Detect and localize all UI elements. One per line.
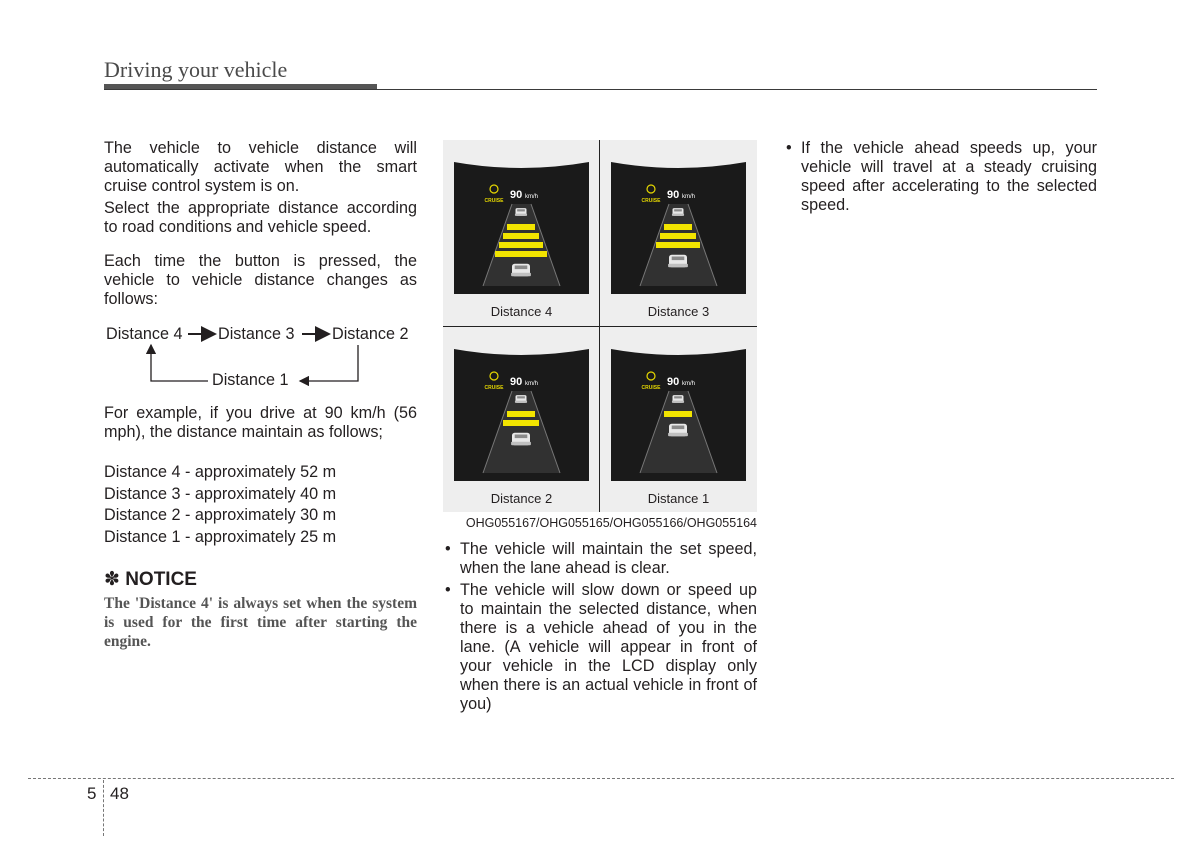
bullet-item: • The vehicle will maintain the set speed, when the lane ahead is clear. (443, 540, 757, 578)
bullet-list (784, 139, 1097, 215)
distance-bar (507, 224, 535, 230)
paragraph-select-distance: Select the appropriate distance according to road conditions and vehicle speed. (104, 199, 417, 236)
lcd-display-distance-3 (607, 160, 750, 296)
page-header-title: Driving your vehicle (104, 57, 288, 82)
panel-distance-4 (443, 140, 600, 326)
paragraph-example: For example, if you drive at 90 km/h (56 mph), the distance maintain as follows; (104, 404, 417, 441)
distance-item: Distance 3 - approximately 40 m (104, 484, 337, 503)
bullet-list (443, 540, 757, 714)
panel-distance-2 (443, 327, 600, 513)
panel-label: Distance 3 (647, 304, 710, 319)
lcd-display-distance-4 (450, 160, 593, 296)
sequence-arrows (104, 325, 419, 395)
distance-item: Distance 1 - approximately 25 m (104, 527, 337, 546)
distance-sequence-diagram (104, 325, 419, 395)
distance-list (104, 462, 336, 548)
cruise-label: CRUISE (641, 198, 661, 204)
figure-caption: OHG055167/OHG055165/OHG055166/OHG055164 (465, 516, 757, 530)
lead-vehicle (515, 208, 527, 216)
seq-distance-3: Distance 3 (218, 325, 295, 343)
speed-value: 90 (510, 376, 523, 388)
speed-unit: km/h (525, 381, 539, 387)
panel-distance-3 (600, 140, 757, 326)
distance-bar (503, 420, 539, 426)
speed-unit: km/h (682, 194, 696, 200)
middle-column (443, 540, 757, 717)
page-number: 48 (110, 784, 129, 803)
distance-bar (656, 242, 700, 248)
distance-bar (499, 242, 543, 248)
distance-bar (664, 411, 692, 417)
distance-bar (660, 233, 696, 239)
distance-item: Distance 2 - approximately 30 m (104, 506, 337, 524)
distance-bar (507, 411, 535, 417)
right-column (784, 139, 1097, 218)
left-column (104, 139, 417, 309)
speed-unit: km/h (525, 194, 539, 200)
own-vehicle (668, 255, 688, 268)
own-vehicle (511, 264, 531, 277)
left-column-example (104, 404, 417, 442)
notice-heading: ✽ NOTICE (104, 569, 197, 590)
notice-body: The 'Distance 4' is always set when the system is used for the first time after starting the engine. (104, 595, 417, 650)
distance-bar (664, 224, 692, 230)
own-vehicle (668, 424, 688, 437)
lead-vehicle (672, 395, 684, 403)
lcd-display-distance-2 (450, 347, 593, 483)
footer-rule (28, 778, 1174, 779)
distance-bar (495, 251, 547, 257)
distance-item: Distance 4 - approximately 52 m (104, 463, 337, 481)
speed-unit: km/h (682, 381, 696, 387)
footer-separator (103, 780, 104, 836)
panel-label: Distance 2 (490, 491, 553, 506)
bullet-item: • The vehicle will slow down or speed up to maintain the selected distance, when there is a vehicle ahead of you in the lane. (A vehicle will appear in front of your vehicle in the LCD display only when there is an actual vehicle in front of you) (443, 581, 757, 714)
paragraph-button-press: Each time the button is pressed, the vehicle to vehicle distance changes as follows: (104, 252, 417, 308)
seq-distance-4: Distance 4 (106, 325, 183, 343)
speed-value: 90 (667, 376, 680, 388)
panel-label: Distance 1 (647, 491, 710, 506)
lcd-display-distance-1 (607, 347, 750, 483)
cruise-label: CRUISE (641, 385, 661, 391)
panel-label: Distance 4 (490, 304, 553, 319)
speed-value: 90 (667, 189, 680, 201)
chapter-number: 5 (87, 784, 97, 803)
own-vehicle (511, 433, 531, 446)
cruise-label: CRUISE (484, 198, 504, 204)
distance-bar (503, 233, 539, 239)
lead-vehicle (672, 208, 684, 216)
lead-vehicle (515, 395, 527, 403)
cruise-label: CRUISE (484, 385, 504, 391)
panel-distance-1 (600, 327, 757, 513)
bullet-item: • If the vehicle ahead speeds up, your vehicle will travel at a steady cruising speed after accelerating to the selected speed. (784, 139, 1097, 215)
cluster-display-figure (443, 140, 757, 512)
seq-distance-1: Distance 1 (212, 371, 289, 389)
header-rule (104, 89, 1097, 90)
speed-value: 90 (510, 189, 523, 201)
paragraph-auto-activate: The vehicle to vehicle distance will automatically activate when the smart cruise control system is on. (104, 139, 417, 195)
seq-distance-2: Distance 2 (332, 325, 409, 343)
